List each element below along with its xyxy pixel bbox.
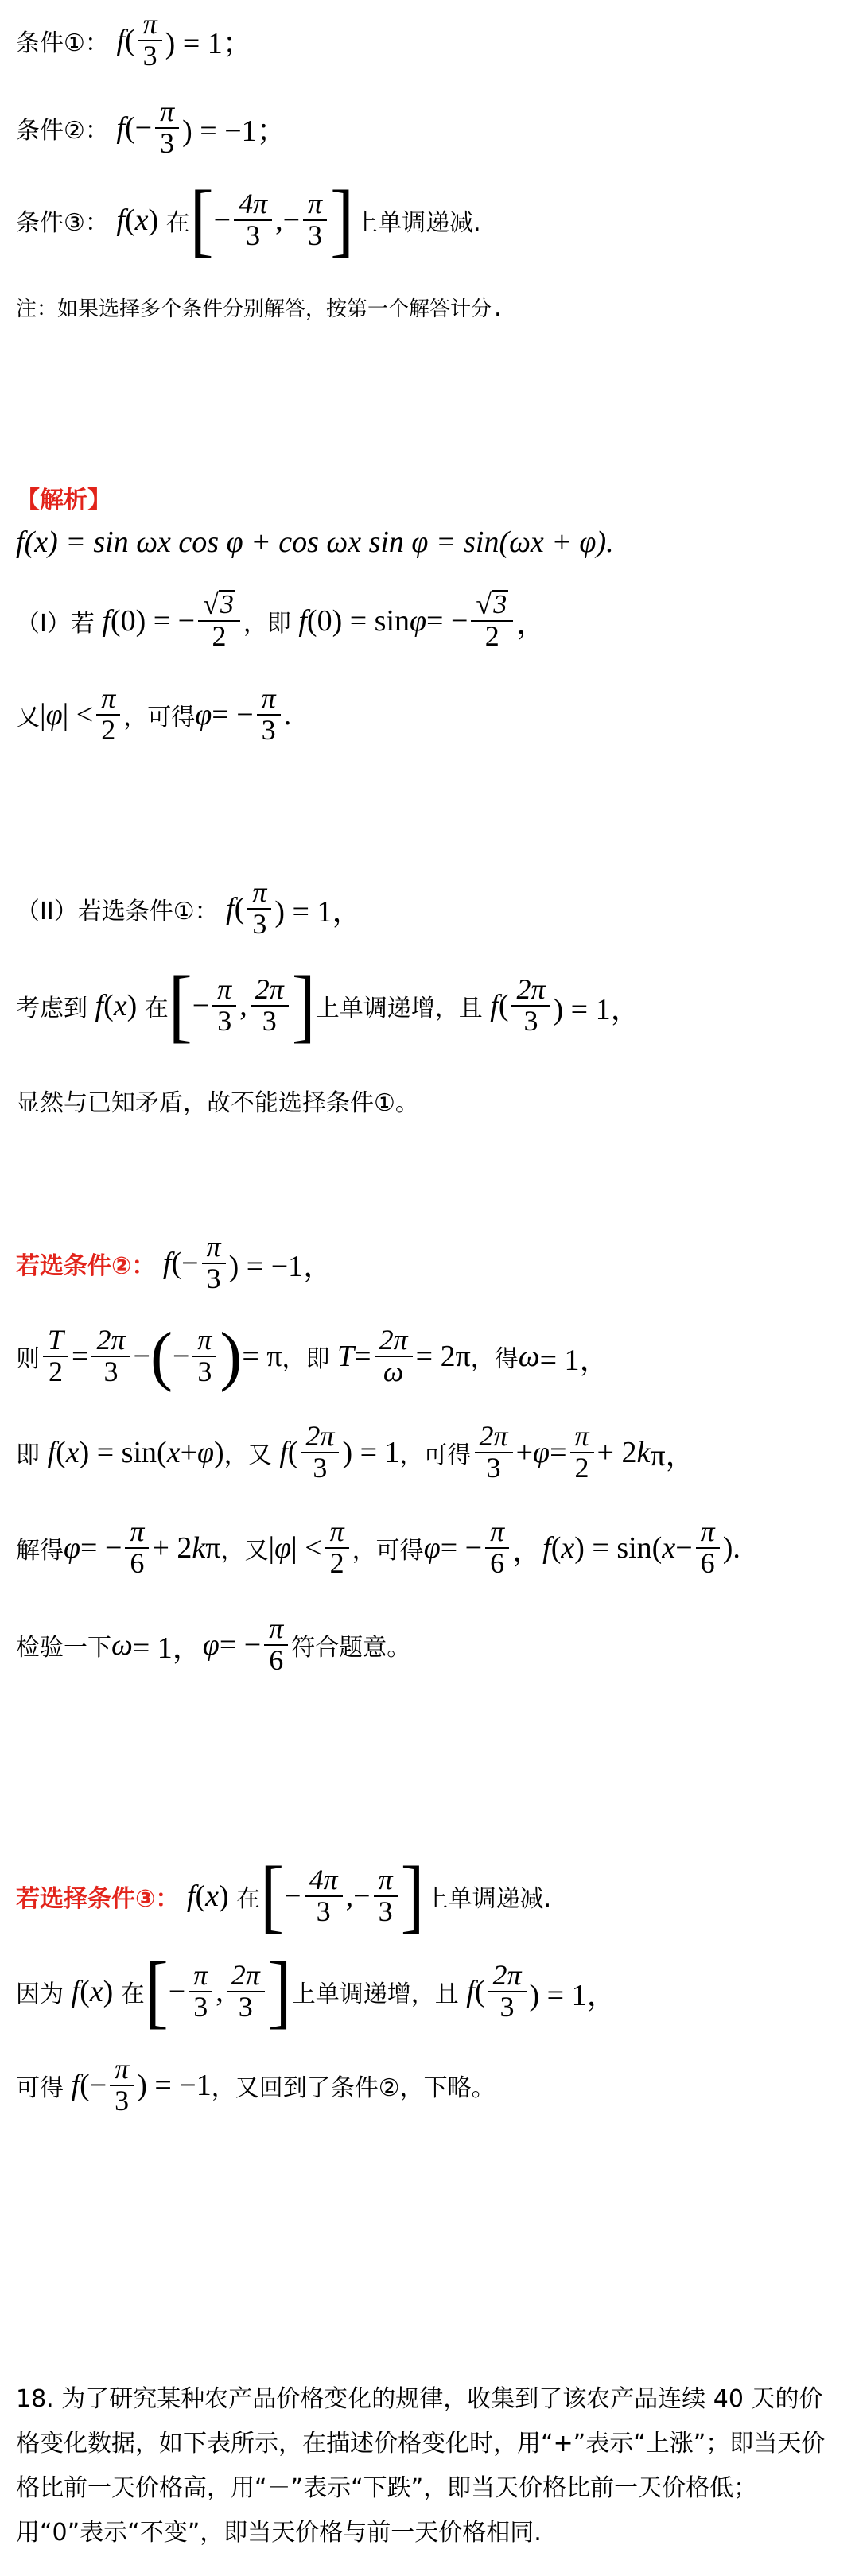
option2-line-4: 解得 φ = − $\frac{\pi}{6}$ + 2 k π ，又 | φ | < $\frac{\pi}{2}$ ，可得 φ = − $\frac{\pi}{6}$ ， f ( x ) = sin( x − $\frac{\pi}{6}$ ).: [16, 1515, 740, 1579]
option3-line-2: 因为 f ( x ) 在 [ − $\frac{\pi}{3}$ , $\frac{2\pi}{3}$ ] 上单调递增，且 f ( $\frac{2\pi}{3}$ ) = 1，: [16, 1946, 617, 2037]
part2-line-2: 考虑到 f ( x ) 在 [ − $\frac{\pi}{3}$ , $\frac{2\pi}{3}$ ] 上单调递增，且 f ( $\frac{2\pi}{3}$ ) = 1，: [16, 960, 641, 1051]
condition-1: 条件①： f ( $\frac{\pi}{3}$ ) = 1；: [16, 8, 253, 72]
part2-conclusion: 显然与已知矛盾，故不能选择条件①。: [16, 1089, 419, 1117]
option3-line-3: 可得 f (− $\frac{\pi}{3}$ ) = −1 ，又回到了条件②，下略。: [16, 2053, 496, 2116]
option2-line-3: 即 f ( x ) = sin( x + φ ) ，又 f ( $\frac{2\pi}{3}$ ) = 1 ，可得 $\frac{2\pi}{3}$ + φ = $\frac{\pi}{2}$ + 2 k π，: [16, 1420, 696, 1484]
condition-1-label: 条件①：: [16, 29, 109, 57]
fraction: $\frac{\pi}{3}$: [138, 10, 162, 72]
question-18: 18. 为了研究某种农产品价格变化的规律，收集到了该农产品连续 40 天的价格变化数据，如下表所示，在描述价格变化时，用“+”表示“上涨”；即当天价格比前一天价格高，用“－”表示“下跌”，即当天价格比前一天价格低；用“0”表示“不变”，即当天价格与前一天价格相同.: [16, 2385, 826, 2547]
condition-3-label: 条件③：: [16, 209, 109, 237]
condition-2: 条件②： f (− $\frac{\pi}{3}$ ) = −1；: [16, 95, 287, 159]
option2-line: 若选条件②： f (− $\frac{\pi}{3}$ ) = −1，: [16, 1231, 334, 1294]
note: 注：如果选择多个条件分别解答，按第一个解答计分.: [16, 297, 504, 321]
part1-line-2: 又 | φ | < $\frac{\pi}{2}$ ，可得 φ = − $\frac{\pi}{3}$ .: [16, 682, 292, 746]
analysis-title: 【解析】: [16, 487, 111, 514]
part1-line: （I）若 f (0) = − √ 3 2 ，即 f (0) = sin φ = − √ 3 2 ，: [16, 588, 547, 652]
analysis-formula: f(x) = sin ωx cos φ + cos ωx sin φ = sin(ωx + φ).: [16, 526, 614, 559]
math: f: [108, 23, 125, 57]
condition-3: 条件③： f ( x ) 在 [ − $\frac{4\pi}{3}$ ,− $\frac{\pi}{3}$ ] 上单调递减.: [16, 174, 481, 266]
part2-line: （II）若选条件①： f ( $\frac{\pi}{3}$ ) = 1，: [16, 876, 363, 940]
option3-line: 若选择条件③： f ( x ) 在 [ − $\frac{4\pi}{3}$ ,− $\frac{\pi}{3}$ ] 上单调递减.: [16, 1850, 552, 1942]
option2-line-5: 检验一下 ω = 1， φ = − $\frac{\pi}{6}$ 符合题意。: [16, 1612, 411, 1676]
option2-line-2: 则 $\frac{T}{2}$ = $\frac{2\pi}{3}$ − ( − $\frac{\pi}{3}$ ) = π ，即 T = $\frac{2\pi}{\omega}$ = 2π ，得 ω = 1，: [16, 1319, 610, 1393]
condition-2-label: 条件②：: [16, 116, 109, 145]
